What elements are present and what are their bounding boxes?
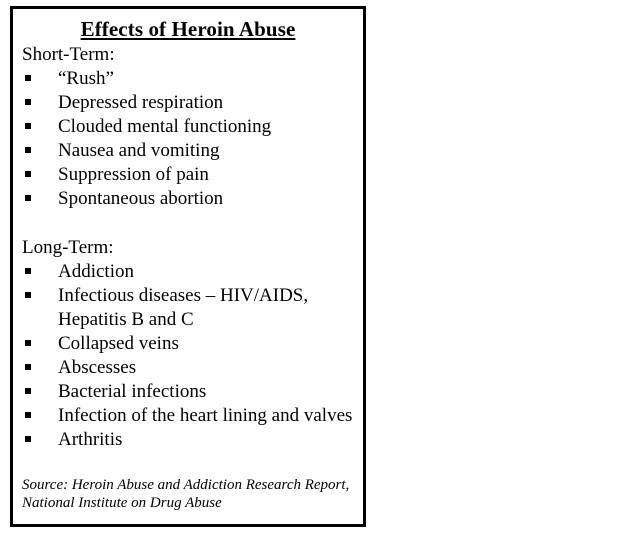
long-term-list: [13, 260, 363, 452]
bullet-icon: [25, 99, 31, 105]
list-item: Bacterial infections: [13, 380, 363, 404]
bullet-icon: [25, 147, 31, 153]
long-term-heading: Long-Term:: [22, 237, 114, 258]
bullet-icon: [25, 123, 31, 129]
list-item: Addiction: [13, 260, 363, 284]
list-item: Abscesses: [13, 356, 363, 380]
source-citation: Source: Heroin Abuse and Addiction Research Report, National Institute on Drug Abuse: [22, 477, 350, 511]
list-item: Nausea and vomiting: [13, 139, 363, 163]
bullet-icon: [25, 412, 31, 418]
short-term-list: [13, 67, 363, 211]
list-item: Depressed respiration: [13, 91, 363, 115]
bullet-icon: [25, 268, 31, 274]
short-term-heading: Short-Term:: [22, 44, 115, 65]
box-title: Effects of Heroin Abuse: [80, 17, 296, 41]
bullet-icon: [25, 364, 31, 370]
bullet-icon: [25, 171, 31, 177]
list-item: “Rush”: [13, 67, 363, 91]
list-item: Spontaneous abortion: [13, 187, 363, 211]
bullet-icon: [25, 436, 31, 442]
list-item: Infectious diseases – HIV/AIDS, Hepatitis B and C: [13, 284, 363, 332]
bullet-icon: [25, 388, 31, 394]
bullet-icon: [25, 195, 31, 201]
effects-box: [10, 6, 366, 527]
list-item: Arthritis: [13, 428, 363, 452]
bullet-icon: [25, 75, 31, 81]
list-item: Infection of the heart lining and valves: [13, 404, 363, 428]
bullet-icon: [25, 340, 31, 346]
list-item: Collapsed veins: [13, 332, 363, 356]
list-item: Suppression of pain: [13, 163, 363, 187]
bullet-icon: [25, 292, 31, 298]
list-item: Clouded mental functioning: [13, 115, 363, 139]
